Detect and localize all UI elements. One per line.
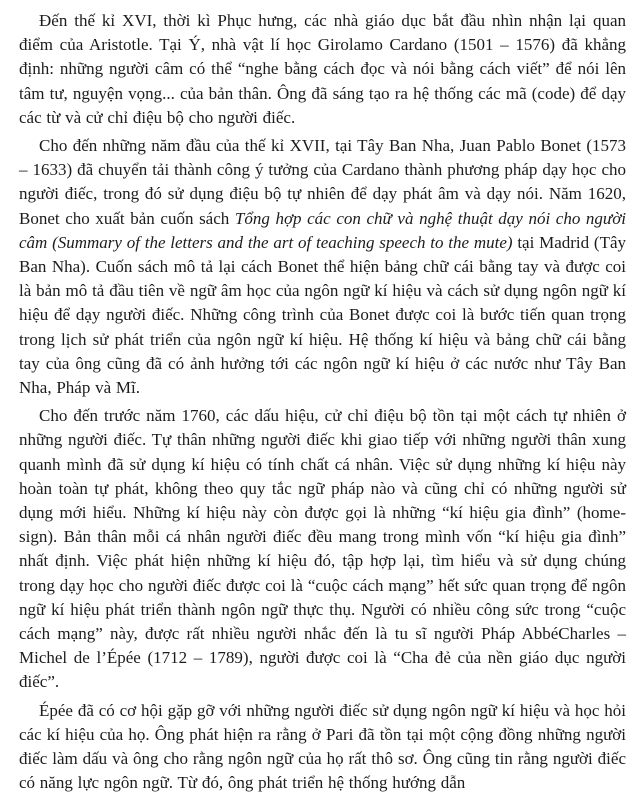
body-text-segment: Đến thế kỉ XVI, thời kì Phục hưng, các nhà giáo dục bắt đầu nhìn nhận lại quan điểm của Aristotle. Tại Ý, nhà vật lí học Girolamo Cardano (1501 – 1576) đã khẳng định: những người câm có thể “nghe bằng cách đọc và nói bằng cách viết” để nói lên tâm tư, nguyện vọng... của bản thân. Ông đã sáng tạo ra hệ thống các mã (code) để dạy các từ và cử chỉ điệu bộ cho người điếc. xyxy=(19,11,626,127)
paragraph xyxy=(19,134,626,400)
paragraph xyxy=(19,404,626,694)
body-text-segment: tại Madrid (Tây Ban Nha). Cuốn sách mô tả lại cách Bonet thể hiện bảng chữ cái bằng tay và được coi là bản mô tả đầu tiên về ngữ âm học của ngôn ngữ kí hiệu và cách sử dụng ngôn ngữ kí hiệu để dạy người điếc. Những công trình của Bonet được coi là bước tiến quan trọng trong lịch sử phát triển của ngôn ngữ kí hiệu. Hệ thống kí hiệu và bảng chữ cái bằng tay của ông cũng đã có ảnh hưởng tới các ngôn ngữ kí hiệu ở các nước như Tây Ban Nha, Pháp và Mĩ. xyxy=(19,232,626,398)
body-text-segment: Cho đến những năm đầu của thế kỉ XVII, tại Tây Ban Nha, Juan Pablo Bonet (1573 – 1633) đã chuyển tải thành công ý tưởng của Cardano thành phương pháp dạy học cho người điếc, trong đó sử dụng điệu bộ tự nhiên để dạy phát âm và dạy nói. Năm 1620, Bonet cho xuất bản cuốn sách xyxy=(19,136,626,228)
book-title-italic-text: Tổng hợp các con chữ và nghệ thuật dạy nói cho người câm (Summary of the letters and the art of teaching speech to the mute) xyxy=(19,208,627,252)
paragraph xyxy=(19,9,626,130)
body-text-segment: Cho đến trước năm 1760, các dấu hiệu, cử chỉ điệu bộ tồn tại một cách tự nhiên ở những người điếc. Tự thân những người điếc khi giao tiếp với những người thân xung quanh mình đã sử dụng kí hiệu có tính chất cá nhân. Việc sử dụng những kí hiệu này hoàn toàn tự phát, không theo quy tắc ngữ pháp nào và cũng chỉ có những người sử dụng mới hiểu. Những kí hiệu này còn được gọi là những “kí hiệu gia đình” (home-sign). Bản thân mỗi cá nhân người điếc đều mang trong mình vốn “kí hiệu gia đình” nhất định. Việc phát hiện những kí hiệu đó, tập hợp lại, tìm hiểu và sử dụng chúng trong dạy học cho người điếc được coi là “cuộc cách mạng” hết sức quan trọng để ngôn ngữ kí hiệu phát triển thành ngôn ngữ thực thụ. Người có nhiều công sức trong “cuộc cách mạng” này, được rất nhiều người nhắc đến là tu sĩ người Pháp AbbéCharles – Michel de l’Épée (1712 – 1789), người được coi là “Cha đẻ của nền giáo dục người điếc”. xyxy=(19,406,626,692)
body-text-segment: Épée đã có cơ hội gặp gỡ với những người điếc sử dụng ngôn ngữ kí hiệu và học hỏi các kí hiệu của họ. Ông phát hiện ra rằng ở Pari đã tồn tại một cộng đồng những người điếc làm dấu và ông cho rằng ngôn ngữ của họ rất thô sơ. Ông cũng tin rằng người điếc có năng lực ngôn ngữ. Từ đó, ông phát triển hệ thống hướng dẫn xyxy=(19,700,626,793)
paragraph xyxy=(19,699,626,796)
text-body xyxy=(19,9,626,796)
